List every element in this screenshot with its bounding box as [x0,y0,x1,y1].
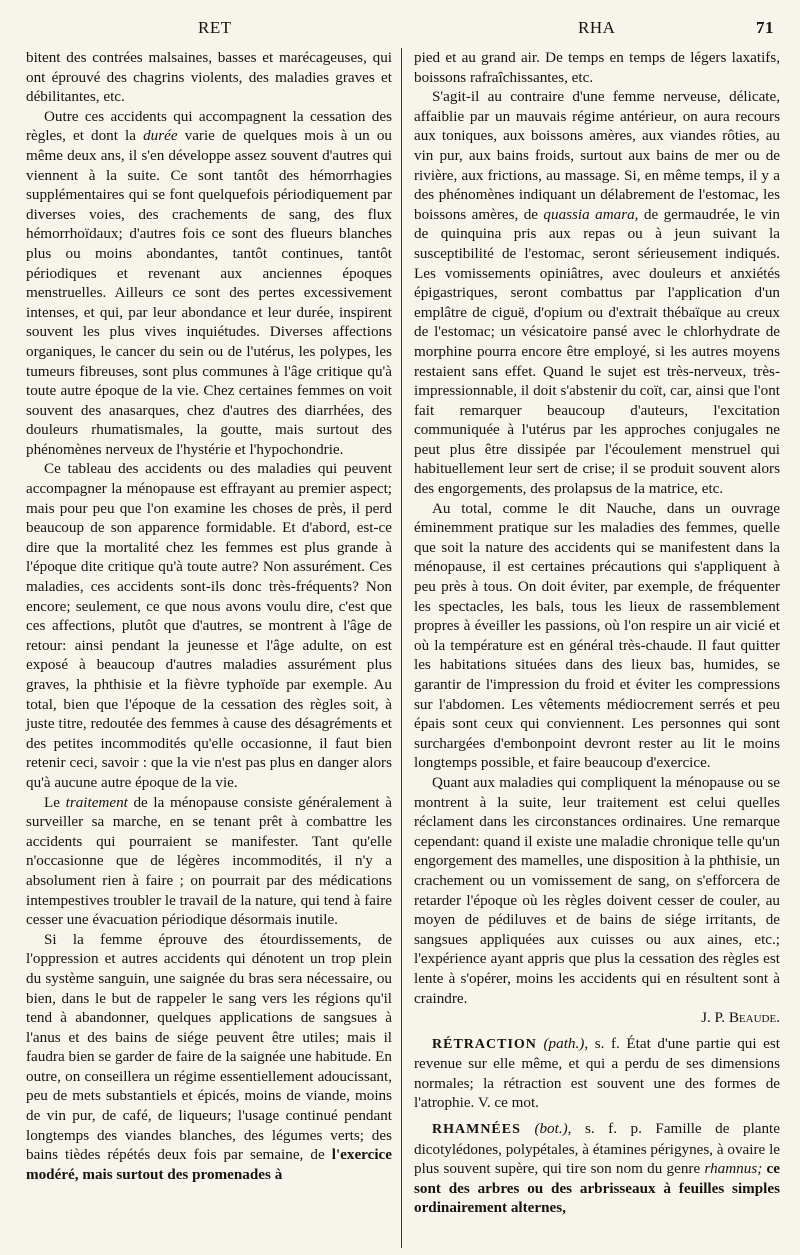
emphasis: quassia amara, [543,205,639,223]
right-running-head: RHA [578,18,616,37]
paragraph: Au total, comme le dit Nauche, dans un ouvrage éminemment pratique sur les maladies des femmes, quelle que soit la nature des accidents qui se manifestent dans la ménopause, il est certaines précautions qui s'appliquent à peu près à tous. On doit éviter, par exemple, de fréquenter les spectacles, les bals, tous les lieux de rassemblement propres à éveiller les passions, où l'on respire un air vicié et où la température est en général très-chaude. Il faut quitter les habitations situées dans des lieux bas, humides, se garantir de l'impression du froid et éviter les compressions sur l'abdomen. Les vêtements médiocrement serrés et peu épais sont ceux qui conviennent. Les personnes qui sont surchargées d'embonpoint devront rester au lit le moins longtemps possible, et faire beaucoup d'exercice. [414,499,780,772]
entry-domain: (bot.) [534,1120,568,1138]
bold-text: ce sont des arbres ou des arbrisseaux à feuilles simples ordinairement alternes, [414,1160,780,1217]
paragraph: Ce tableau des accidents ou des maladies qui peuvent accompagner la ménopause est effrayant au premier aspect; mais pour peu que l'on examine les choses de près, il perd beaucoup de son apparence formidable. Et d'abord, est-ce dire que la mortalité chez les femmes est plus grande à l'époque dite critique qu'à toute autre? Non assurément. Ces maladies, ces accidents sont-ils donc très-fréquents? Non encore; seulement, ce que nous avons voulu dire, c'est que ces affections, plutôt que d'autres, se montrent à l'âge de retour: ainsi pendant la jeunesse et l'âge adulte, on est exposé à beaucoup d'autres maladies assurément plus graves, la phthisie et la fièvre typhoïde par exemple. Au total, bien que l'époque de la cessation des règles soit, à juste titre, redoutée des femmes à cause des désagréments et des petites incommodités qu'elle occasionne, il faut bien retenir ceci, savoir : que la vie n'est pas plus en danger alors qu'à aucune autre époque de la vie. [26,460,392,791]
emphasis: durée [143,127,178,145]
paragraph: Outre ces accidents qui accompagnent la cessation des règles, et dont la durée varie de quelques mois à un ou même deux ans, il s'en développe assez souvent d'autres qui viennent à la suite. Ce sont tantôt des hémorrhagies supplémentaires qui se font quelquefois périodiquement par diverses voies, des crachements de sang, des flux hémorrhoïdaux; d'autres fois ce sont des flueurs blanches plus ou moins abondantes, tantôt continues, tantôt périodiques et revenant aux anciennes époques menstruelles. Ailleurs ce sont des pertes excessivement intenses, et qui, par leur abondance et leur durée, inspirent souvent les plus vives inquiétudes. Diverses affections organiques, le cancer du sein ou de l'utérus, les polypes, les tumeurs fibreuses, sont plus communes à l'âge critique qu'à toute autre époque de la vie. Chez certaines femmes on voit souvent des anasarques, chez d'autres des diarrhées, des douleurs rhumatismales, la goutte, mais surtout des phénomènes nerveux de l'hystérie et l'hypochondrie. [26,107,392,458]
left-column [26,48,392,1184]
paragraph: pied et au grand air. De temps en temps de légers laxatifs, boissons rafraîchissantes, etc. [414,49,780,86]
emphasis: traitement [65,793,128,811]
dictionary-entry: RHAMNÉES (bot.), s. f. p. Famille de plante dicotylédones, polypétales, à étamines périgynes, à ovaire le plus souvent supère, qui tire son nom du genre rhamnus; ce sont des arbres ou des arbrisseaux à feuilles simples ordinairement alternes, [414,1120,780,1217]
page-number: 71 [756,18,774,37]
entry-domain: (path.) [543,1034,585,1052]
paragraph: Le traitement de la ménopause consiste généralement à surveiller sa marche, en se tenant prêt à combattre les accidents qui pourraient se manifester. Tant qu'elle n'occasionne que de légères incommodités, il n'y a absolument rien à faire ; on pourrait par des médications intempestives troubler le travail de la nature, qui tend à faire cesser une évacuation périodique désormais inutile. [26,793,392,929]
column-divider [401,48,402,1248]
paragraph: bitent des contrées malsaines, basses et marécageuses, qui ont éprouvé des chagrins violents, des maladies graves et débilitantes, etc. [26,49,392,106]
running-header [0,18,800,44]
emphasis: rhamnus; [704,1160,763,1178]
paragraph: Si la femme éprouve des étourdissements, de l'oppression et autres accidents qui dénotent un trop plein du système sanguin, une saignée du bras sera nécessaire, ou bien, dans le but de rappeler le sang vers les régions qu'il tend à abandonner, quelques applications de sangsues à l'anus et des bains de siége peuvent être utiles; mais il faudra bien se garder de faire de la saignée une habitude. En outre, on conseillera un régime essentiellement adoucissant, peu de mets substantiels et épicés, moins de viande, moins de vin pur, de café, de liqueurs; l'usage continué pendant longtemps des viandes blanches, des légumes verts; des bains tièdes répétés deux fois par semaine, de l'exercice modéré, mais surtout des promenades à [26,930,392,1183]
left-running-head: RET [198,18,232,37]
author-signature: J. P. Beaude. [701,1009,780,1027]
paragraph: Quant aux maladies qui compliquent la ménopause ou se montrent à la suite, leur traitement est celui quelles réclament dans les circonstances ordinaires. Une remarque cependant: quand il existe une maladie chronique telle qu'un engorgement des mamelles, une disposition à la phthisie, un crachement ou un vomissement de sang, on s'efforcera de retarder l'époque où les règles doivent cesser de couler, au moyen de pédiluves et de bains de siége irritants, de sangsues appliquées aux cuisses ou aux aines, etc.; l'expérience ayant appris que plus la cessation des règles est lente à s'opérer, moins les accidents qui en résultent sont à craindre. [414,773,780,1007]
paragraph: S'agit-il au contraire d'une femme nerveuse, délicate, affaiblie par un mauvais régime antérieur, on aura recours aux toniques, aux boissons amères, aux viandes rôties, au vin pur, aux bains froids, surtout aux bains de mer ou de rivière, aux frictions, au massage. Si, en même temps, il y a des phénomènes indiquant un délabrement de l'estomac, les boissons amères, de quassia amara, de germaudrée, le vin de quinquina pris aux repas ou à jeun suivant la susceptibilité de l'estomac, seront sérieusement indiqués. Les vomissements opiniâtres, avec douleurs et anxiétés épigastriques, seront combattus par l'application d'un emplâtre de ciguë, d'opium ou d'extrait thébaïque au creux de l'estomac; un vésicatoire pansé avec le chlorhydrate de morphine pourra encore être employé, si les autres moyens restaient sans effet. Quand le sujet est très-nerveux, très-impressionnable, il doit s'abstenir du coït, car, ainsi que l'ont fait remarquer beaucoup d'auteurs, l'excitation communiquée à l'utérus par les approches conjugales ne peut plus être dissipée par l'écoulement menstruel qui habituellement leur sert de crise; il se produit souvent alors des engorgements, des prolapsus de la matrice, etc. [414,88,780,498]
dictionary-entry: RÉTRACTION (path.), s. f. État d'une partie qui est revenue sur elle même, et qui a perdu de ses dimensions normales; la rétraction est souvent une des formes de l'atrophie. V. ce mot. [414,1034,780,1112]
bold-text: l'exercice modéré, mais surtout des promenades à [26,1146,392,1183]
right-column [414,48,780,1218]
entry-term: RÉTRACTION [432,1036,537,1052]
entry-term: RHAMNÉES [432,1122,521,1138]
